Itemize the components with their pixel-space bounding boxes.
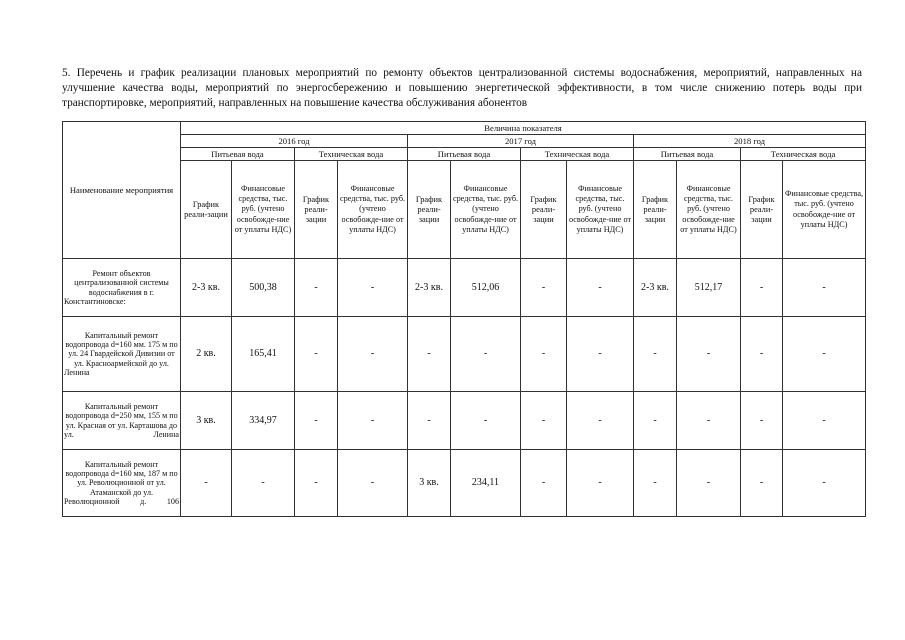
- table-cell: -: [338, 317, 408, 392]
- year-header: 2017 год: [408, 135, 634, 148]
- table-cell: -: [567, 392, 634, 450]
- table-cell: -: [783, 392, 866, 450]
- finance-header: Финансовые средства, тыс. руб. (учтено освобожде-ние от уплаты НДС): [451, 161, 521, 259]
- table-cell: -: [295, 450, 338, 517]
- table-cell: -: [338, 392, 408, 450]
- table-cell: -: [338, 259, 408, 317]
- finance-header: Финансовые средства, тыс. руб. (учтено освобожде-ние от уплаты НДС): [677, 161, 741, 259]
- table-cell: -: [677, 317, 741, 392]
- table-cell: -: [295, 317, 338, 392]
- table-row: [63, 317, 866, 392]
- table-row: [63, 392, 866, 450]
- measure-name: Капитальный ремонт водопровода d=250 мм, 155 м по ул. Красная от ул. Карташова до ул. Ленина: [63, 392, 181, 450]
- measure-name: Ремонт объектов централизованной системы водоснабжения в г. Константиновске:: [63, 259, 181, 317]
- schedule-header: График реали-зации: [741, 161, 783, 259]
- year-header: 2016 год: [181, 135, 408, 148]
- document-heading: 5. Перечень и график реализации плановых мероприятий по ремонту объектов централизованной системы водоснабжения, мероприятий, направленных на улучшение качества воды, мероприятий по энергосбережению и повышению энергетической эффективности, в том числе снижению потерь воды при транспортировке, мероприятий, направленных на повышение качества обслуживания абонентов: [62, 67, 862, 109]
- table-cell: 3 кв.: [181, 392, 232, 450]
- table-cell: 3 кв.: [408, 450, 451, 517]
- schedule-header: График реали-зации: [634, 161, 677, 259]
- table-cell: -: [567, 259, 634, 317]
- schedule-header: График реали-зации: [408, 161, 451, 259]
- table-cell: -: [741, 392, 783, 450]
- table-cell: -: [634, 392, 677, 450]
- table-cell: -: [741, 450, 783, 517]
- table-cell: -: [783, 317, 866, 392]
- column-header-indicator-value: Величина показателя: [181, 122, 866, 135]
- table-cell: -: [181, 450, 232, 517]
- column-header-measure-name: Наименование мероприятия: [63, 122, 181, 259]
- table-cell: -: [741, 317, 783, 392]
- table-cell: 2 кв.: [181, 317, 232, 392]
- water-type-header: Питьевая вода: [408, 148, 521, 161]
- table-cell: -: [408, 392, 451, 450]
- table-cell: -: [634, 317, 677, 392]
- table-cell: -: [295, 259, 338, 317]
- table-cell: -: [408, 317, 451, 392]
- finance-header: Финансовые средства, тыс. руб. (учтено освобожде-ние от уплаты НДС): [783, 161, 866, 259]
- table-cell: -: [741, 259, 783, 317]
- table-cell: 2-3 кв.: [181, 259, 232, 317]
- table-cell: 500,38: [232, 259, 295, 317]
- water-type-header: Питьевая вода: [634, 148, 741, 161]
- water-type-header: Техническая вода: [295, 148, 408, 161]
- measure-name: Капитальный ремонт водопровода d=160 мм. 175 м по ул. 24 Гвардейской Дивизии от ул. Красноармейской до ул. Ленина: [63, 317, 181, 392]
- table-row: [63, 450, 866, 517]
- table-cell: 165,41: [232, 317, 295, 392]
- table-cell: -: [567, 317, 634, 392]
- finance-header: Финансовые средства, тыс. руб. (учтено освобожде-ние от уплаты НДС): [338, 161, 408, 259]
- water-type-header: Техническая вода: [521, 148, 634, 161]
- table-cell: -: [677, 450, 741, 517]
- table-cell: -: [295, 392, 338, 450]
- table-cell: -: [232, 450, 295, 517]
- schedule-header: График реали-зации: [181, 161, 232, 259]
- finance-header: Финансовые средства, тыс. руб. (учтено освобожде-ние от уплаты НДС): [232, 161, 295, 259]
- table-cell: -: [521, 392, 567, 450]
- table-cell: 334,97: [232, 392, 295, 450]
- water-type-header: Техническая вода: [741, 148, 866, 161]
- table-cell: -: [521, 450, 567, 517]
- table-cell: 2-3 кв.: [634, 259, 677, 317]
- table-cell: -: [677, 392, 741, 450]
- table-cell: -: [521, 317, 567, 392]
- table-cell: -: [783, 450, 866, 517]
- table-cell: -: [783, 259, 866, 317]
- finance-header: Финансовые средства, тыс. руб. (учтено освобожде-ние от уплаты НДС): [567, 161, 634, 259]
- table-cell: -: [451, 317, 521, 392]
- year-header: 2018 год: [634, 135, 866, 148]
- table-cell: -: [338, 450, 408, 517]
- water-type-header: Питьевая вода: [181, 148, 295, 161]
- table-cell: -: [567, 450, 634, 517]
- table-cell: -: [634, 450, 677, 517]
- measures-table: [62, 121, 866, 517]
- table-cell: 2-3 кв.: [408, 259, 451, 317]
- measure-name: Капитальный ремонт водопровода d=160 мм, 187 м по ул. Революционной от ул. Атаманской до ул. Революционной д. 106: [63, 450, 181, 517]
- schedule-header: График реали-зации: [521, 161, 567, 259]
- table-cell: 512,06: [451, 259, 521, 317]
- table-row: [63, 259, 866, 317]
- table-cell: -: [521, 259, 567, 317]
- table-cell: 234,11: [451, 450, 521, 517]
- table-cell: -: [451, 392, 521, 450]
- table-cell: 512,17: [677, 259, 741, 317]
- schedule-header: График реали-зации: [295, 161, 338, 259]
